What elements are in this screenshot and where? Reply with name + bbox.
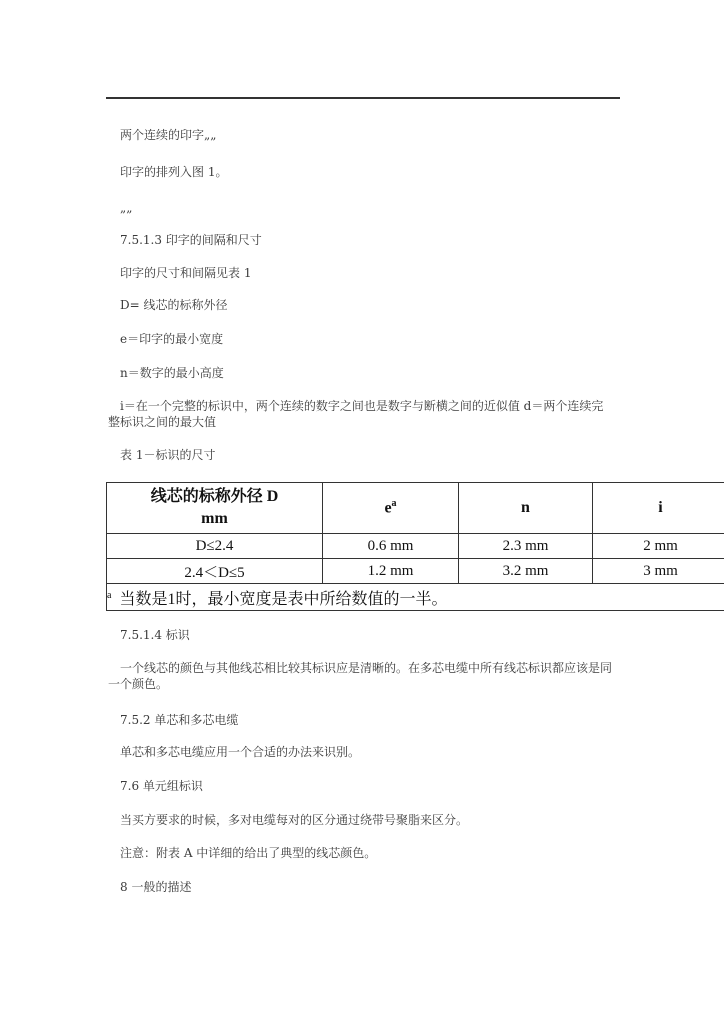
definition-i: i＝在一个完整的标识中，两个连续的数字之间也是数字与断横之间的近似值 d＝两个连续完整标识之间的最大值: [108, 399, 604, 429]
paragraph: 当买方要求的时候，多对电缆每对的区分通过绕带号聚脂来区分。: [120, 813, 469, 827]
paragraph: 一个线芯的颜色与其他线芯相比较其标识应是清晰的。在多芯电缆中所有线芯标识都应该是同一个颜色。: [108, 661, 613, 691]
table-cell: 3 mm: [593, 559, 724, 584]
table-cell: 2.3 mm: [459, 534, 593, 559]
paragraph: 两个连续的印字„„: [120, 128, 217, 142]
table-cell: D≤2.4: [107, 534, 323, 559]
table-cell: 2.4＜D≤5: [107, 559, 323, 584]
table-cell: 0.6 mm: [323, 534, 459, 559]
dimension-table: [106, 482, 724, 608]
header-diameter: [107, 483, 323, 534]
header-e-label: e: [384, 499, 392, 517]
table-caption: 表 1－标识的尺寸: [120, 448, 216, 462]
definition-e: e＝印字的最小宽度: [120, 332, 224, 346]
table-cell: 2 mm: [593, 534, 724, 559]
table-note-row: [107, 584, 724, 611]
section-heading: 7.5.2 单芯和多芯电缆: [120, 713, 239, 727]
paragraph: 单芯和多芯电缆应用一个合适的办法来识别。: [120, 745, 361, 759]
section-heading: 7.5.1.4 标识: [120, 628, 190, 642]
header-rule: [106, 97, 620, 99]
header-e: [323, 483, 459, 534]
paragraph: 印字的尺寸和间隔见表 1: [120, 266, 252, 280]
note-mark: a: [107, 589, 112, 601]
definition-d: D= 线芯的标称外径: [120, 298, 228, 312]
table-cell: 1.2 mm: [323, 559, 459, 584]
table-row: [107, 534, 724, 559]
table-cell: 3.2 mm: [459, 559, 593, 584]
note-text: 当数是1时，最小宽度是表中所给数值的一半。: [119, 590, 448, 608]
section-heading: 8 一般的描述: [120, 880, 192, 894]
definition-n: n＝数字的最小高度: [120, 366, 224, 380]
header-n: n: [459, 483, 593, 534]
section-heading: 7.5.1.3 印字的间隔和尺寸: [120, 233, 262, 247]
header-e-sup: a: [391, 498, 397, 510]
note-paragraph: 注意：附表 A 中详细的给出了典型的线芯颜色。: [120, 846, 377, 860]
header-diameter-unit: mm: [201, 510, 228, 527]
header-diameter-label: 线芯的标称外径 D: [150, 488, 279, 505]
table-note: [107, 584, 724, 611]
section-heading: 7.6 单元组标识: [120, 779, 203, 793]
header-i: i: [593, 483, 724, 534]
table-header-row: [107, 483, 724, 534]
paragraph: 印字的排列入图 1。: [120, 165, 228, 179]
table-row: [107, 559, 724, 584]
paragraph: „„: [120, 201, 133, 215]
